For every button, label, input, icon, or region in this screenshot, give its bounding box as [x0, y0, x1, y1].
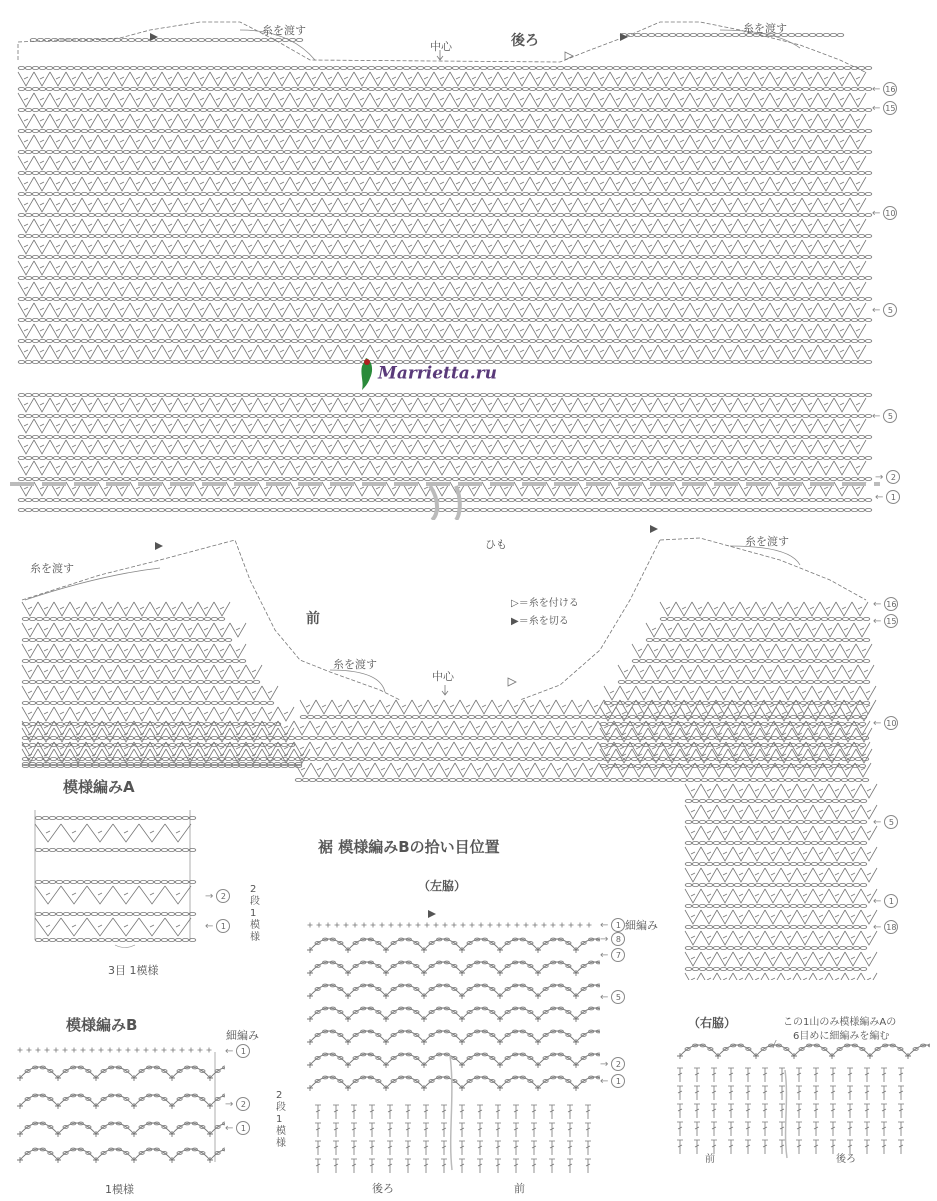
front-row-15: ← 15 [873, 615, 897, 627]
hem-row-5: ← 5 [600, 990, 625, 1004]
hem-row-8: → 8 [600, 932, 625, 946]
hem-row-2: → 2 [600, 1057, 625, 1071]
front-row-5: ← 5 [873, 815, 898, 829]
hem-title: 裾 模様編みBの拾い目位置 [318, 838, 500, 856]
back-center-label: 中心 [430, 40, 452, 53]
back-row-16: ← 16 [872, 83, 896, 95]
front-carry-left-label: 糸を渡す [30, 562, 74, 575]
watermark-logo [358, 356, 497, 392]
front-title: 前 [306, 611, 320, 627]
front-carry-mid-label: 糸を渡す [333, 658, 377, 671]
back-row-1: ← 1 [875, 490, 900, 504]
pattern-b-repeat: 1模様 [105, 1183, 134, 1196]
hem-left-side-label: （左脇） [418, 879, 467, 893]
watermark-text: Marrietta.ru [378, 363, 497, 384]
hem-right-note-2: 6目めに細編みを編む [793, 1031, 890, 1042]
back-row-10: ← 10 [872, 207, 896, 219]
pattern-a-title: 模様編みA [63, 778, 135, 796]
hem-right-chart [665, 1040, 930, 1160]
hem-right-note-1: この1山のみ模様編みAの [783, 1017, 897, 1028]
front-center-label: 中心 [432, 670, 454, 683]
back-carry-right-label: 糸を渡す [743, 22, 787, 35]
hem-row-1-top: ← 1 [600, 918, 625, 932]
pattern-a-row-2: → 2 [205, 889, 230, 903]
front-row-16: ← 16 [873, 598, 897, 610]
back-row-15: ← 15 [872, 102, 896, 114]
legend-attach: ▷＝糸を付ける [511, 598, 579, 609]
front-row-18: ← 18 [873, 921, 897, 933]
pattern-b-note: 2段1模様 [276, 1090, 286, 1149]
hem-row-7: ← 7 [600, 948, 625, 962]
back-row-5-upper: ← 5 [872, 303, 897, 317]
hem-left-chart [300, 905, 600, 1175]
pattern-b-row-2: → 2 [225, 1097, 250, 1111]
pattern-a-row-1: ← 1 [205, 919, 230, 933]
back-title: 後ろ [511, 33, 539, 49]
legend-cut: ▶＝糸を切る [511, 616, 569, 627]
back-row-5-lower: ← 5 [872, 409, 897, 423]
hem-front-label: 前 [514, 1182, 525, 1195]
pattern-b-chart [10, 1040, 225, 1170]
back-body-chart [0, 0, 937, 520]
pattern-a-chart [20, 810, 210, 950]
pattern-b-title: 模様編みB [66, 1016, 138, 1034]
front-carry-right-label: 糸を渡す [745, 535, 789, 548]
hem-right-front-label: 前 [705, 1154, 715, 1165]
back-carry-left-label: 糸を渡す [262, 24, 306, 37]
hem-sc-label: 細編み [625, 919, 658, 932]
pattern-a-repeat: 3目 1模様 [108, 964, 159, 977]
pattern-b-sc-label: 細編み [226, 1029, 259, 1042]
pattern-a-note: 2段1模様 [250, 884, 260, 943]
front-row-10: ← 10 [873, 717, 897, 729]
pattern-b-row-1-top: ← 1 [225, 1044, 250, 1058]
hem-row-1: ← 1 [600, 1074, 625, 1088]
hem-back-label: 後ろ [372, 1182, 394, 1195]
tie-label: ひも [485, 538, 507, 551]
back-row-2: → 2 [875, 470, 900, 484]
watermark-icon [358, 356, 378, 392]
pattern-b-row-1: ← 1 [225, 1121, 250, 1135]
front-row-1: ← 1 [873, 894, 898, 908]
hem-right-side-label: （右脇） [688, 1016, 737, 1030]
hem-right-back-label: 後ろ [836, 1154, 856, 1165]
